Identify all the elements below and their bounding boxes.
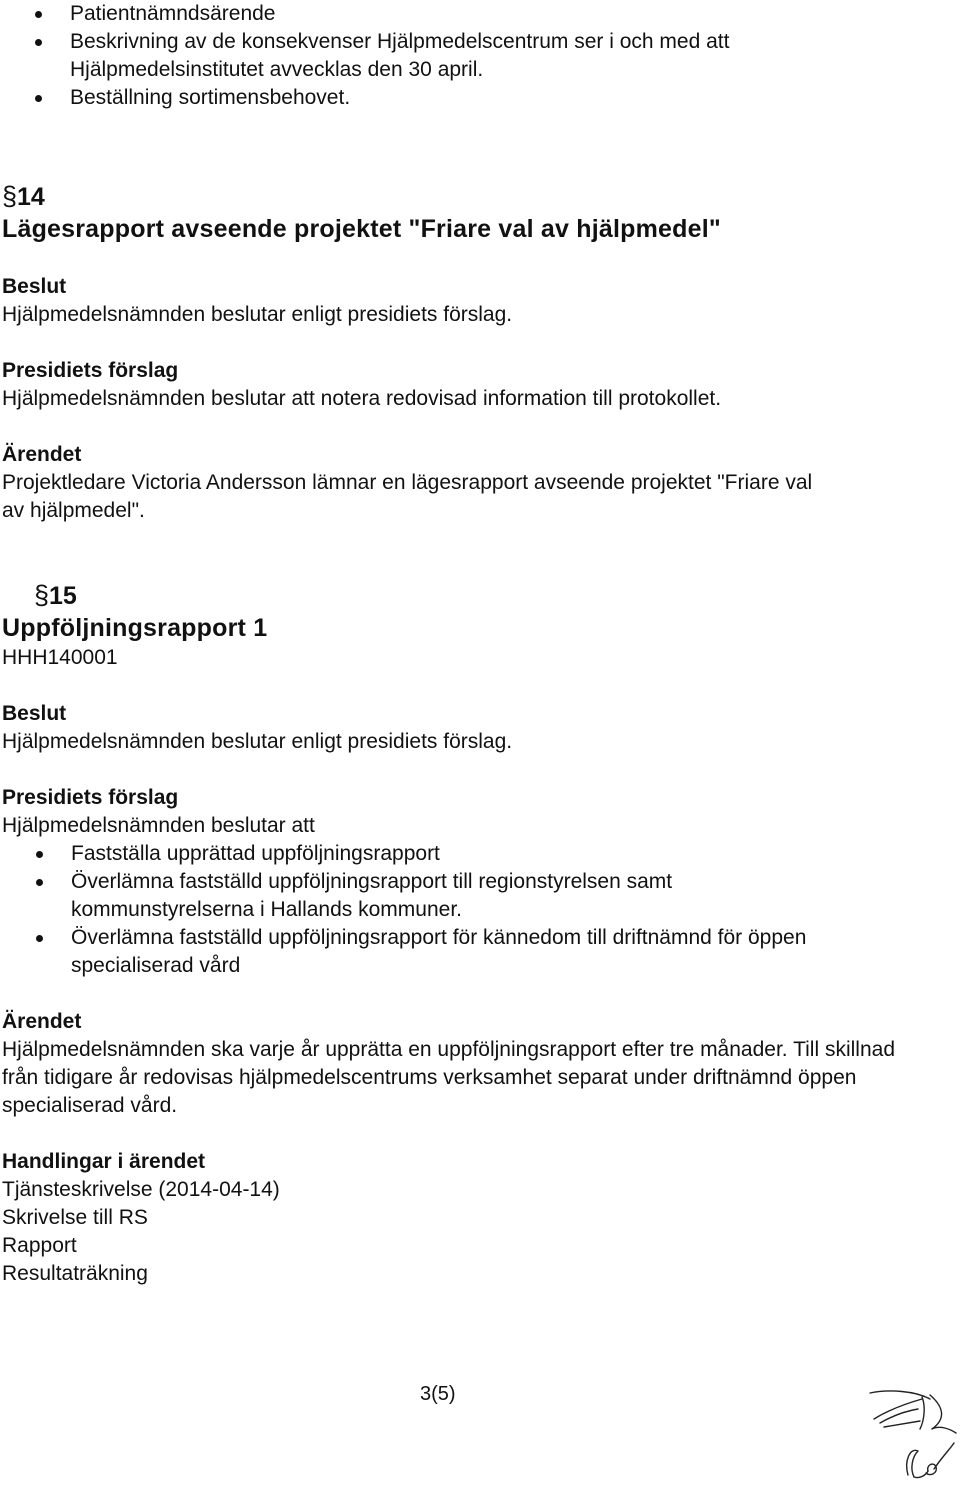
case-number: HHH140001 <box>2 646 118 669</box>
forslag-intro: Hjälpmedelsnämnden beslutar att <box>2 814 315 837</box>
signature-initials-icon <box>860 1385 960 1485</box>
section-14 <box>2 180 932 525</box>
paragraph-number <box>2 180 932 213</box>
page-number: 3(5) <box>420 1383 456 1405</box>
forslag-heading: Presidiets förslag <box>2 786 179 809</box>
forslag-bullet-list <box>0 840 932 980</box>
list-item: Patientnämndsärende <box>0 0 900 28</box>
list-item: Överlämna fastställd uppföljningsrapport för kännedom till driftnämnd för öppen specialiserad vård <box>0 924 851 980</box>
beslut-text: Hjälpmedelsnämnden beslutar enligt presidiets förslag. <box>2 730 513 753</box>
arendet-text: Projektledare Victoria Andersson lämnar en lägesrapport avseende projektet "Friare val av hjälpmedel". <box>2 471 813 522</box>
list-item: Fastställa upprättad uppföljningsrapport <box>0 840 932 868</box>
section-number: 15 <box>49 582 77 610</box>
forslag-text: Hjälpmedelsnämnden beslutar att notera redovisad information till protokollet. <box>2 387 722 410</box>
list-item <box>0 28 850 84</box>
section-sign: § <box>34 580 50 610</box>
section-title: Uppföljningsrapport 1 <box>2 614 268 642</box>
section-title: Lägesrapport avseende projektet "Friare val av hjälpmedel" <box>2 215 721 243</box>
document-item: Skrivelse till RS <box>2 1206 148 1229</box>
handlingar-heading: Handlingar i ärendet <box>2 1150 206 1173</box>
list-item: Överlämna fastställd uppföljningsrapport till regionstyrelsen samt kommunstyrelserna i Hallands kommuner. <box>0 868 761 924</box>
document-item: Rapport <box>2 1234 77 1257</box>
top-bullet-list <box>0 0 900 112</box>
document-item: Tjänsteskrivelse (2014-04-14) <box>2 1178 280 1201</box>
list-item-text: Beskrivning av de konsekvenser Hjälpmedelscentrum ser i och med att Hjälpmedelsinstitutet avvecklas den 30 april. <box>70 30 730 81</box>
document-item: Resultaträkning <box>2 1262 148 1285</box>
arendet-heading: Ärendet <box>2 1010 82 1033</box>
arendet-text: Hjälpmedelsnämnden ska varje år upprätta en uppföljningsrapport efter tre månader. Till skillnad från tidigare år redovisas hjälpmedelscentrums verksamhet separat under driftnämnd öppen specialiserad vård. <box>2 1038 895 1117</box>
list-item: Beställning sortimensbehovet. <box>0 84 900 112</box>
section-number: 14 <box>17 183 45 211</box>
beslut-heading: Beslut <box>2 702 67 725</box>
section-15 <box>2 579 932 1288</box>
forslag-heading: Presidiets förslag <box>2 359 179 382</box>
beslut-heading: Beslut <box>2 275 67 298</box>
beslut-text: Hjälpmedelsnämnden beslutar enligt presidiets förslag. <box>2 303 513 326</box>
arendet-heading: Ärendet <box>2 443 82 466</box>
paragraph-number <box>2 579 932 612</box>
section-sign: § <box>2 181 18 211</box>
